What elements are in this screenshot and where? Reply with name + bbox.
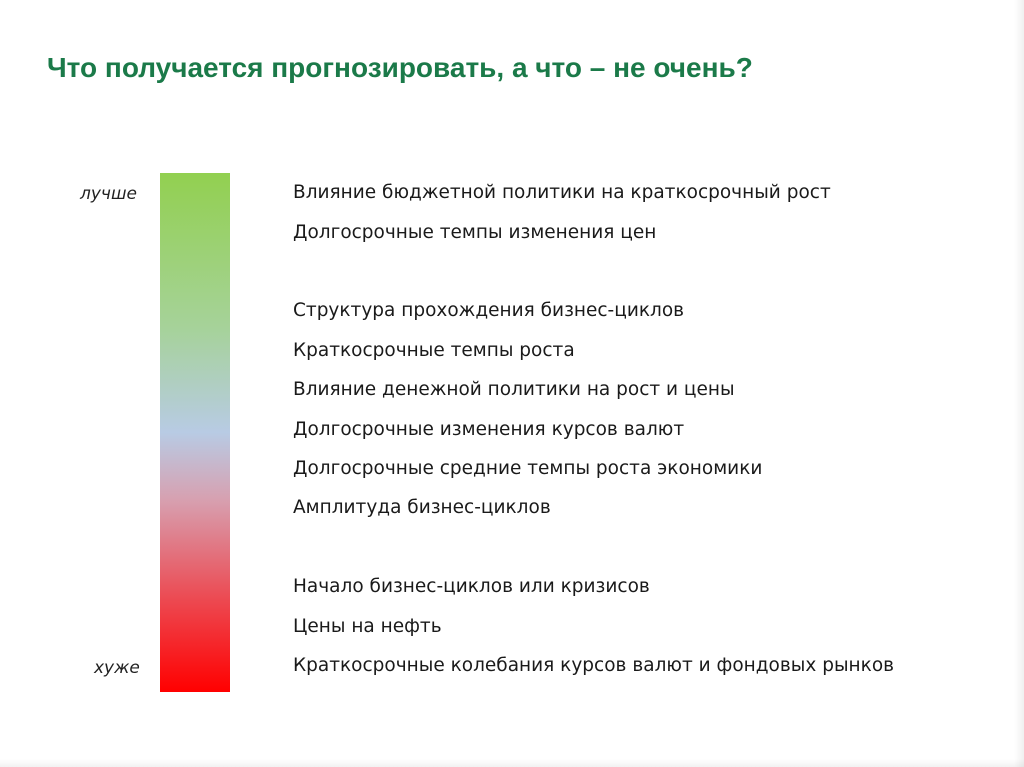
list-item: Краткосрочные темпы роста — [293, 340, 575, 361]
list-item: Начало бизнес-циклов или кризисов — [293, 576, 650, 597]
slide-edge-shadow — [1014, 0, 1024, 767]
list-item: Амплитуда бизнес-циклов — [293, 497, 551, 518]
slide-title: Что получается прогнозировать, а что – не очень? — [47, 52, 753, 83]
gradient-scale-bar — [160, 173, 230, 692]
list-item: Долгосрочные средние темпы роста экономики — [293, 458, 763, 479]
scale-label-worse: хуже — [94, 658, 140, 678]
list-item: Цены на нефть — [293, 616, 442, 637]
scale-label-better: лучше — [80, 184, 137, 204]
list-item: Влияние денежной политики на рост и цены — [293, 379, 735, 400]
slide-edge-shadow — [0, 759, 1024, 767]
list-item: Долгосрочные изменения курсов валют — [293, 419, 685, 440]
list-item: Долгосрочные темпы изменения цен — [293, 222, 657, 243]
list-item: Структура прохождения бизнес-циклов — [293, 300, 685, 321]
list-item: Влияние бюджетной политики на краткосрочный рост — [293, 182, 831, 203]
list-item: Краткосрочные колебания курсов валют и фондовых рынков — [293, 655, 895, 676]
